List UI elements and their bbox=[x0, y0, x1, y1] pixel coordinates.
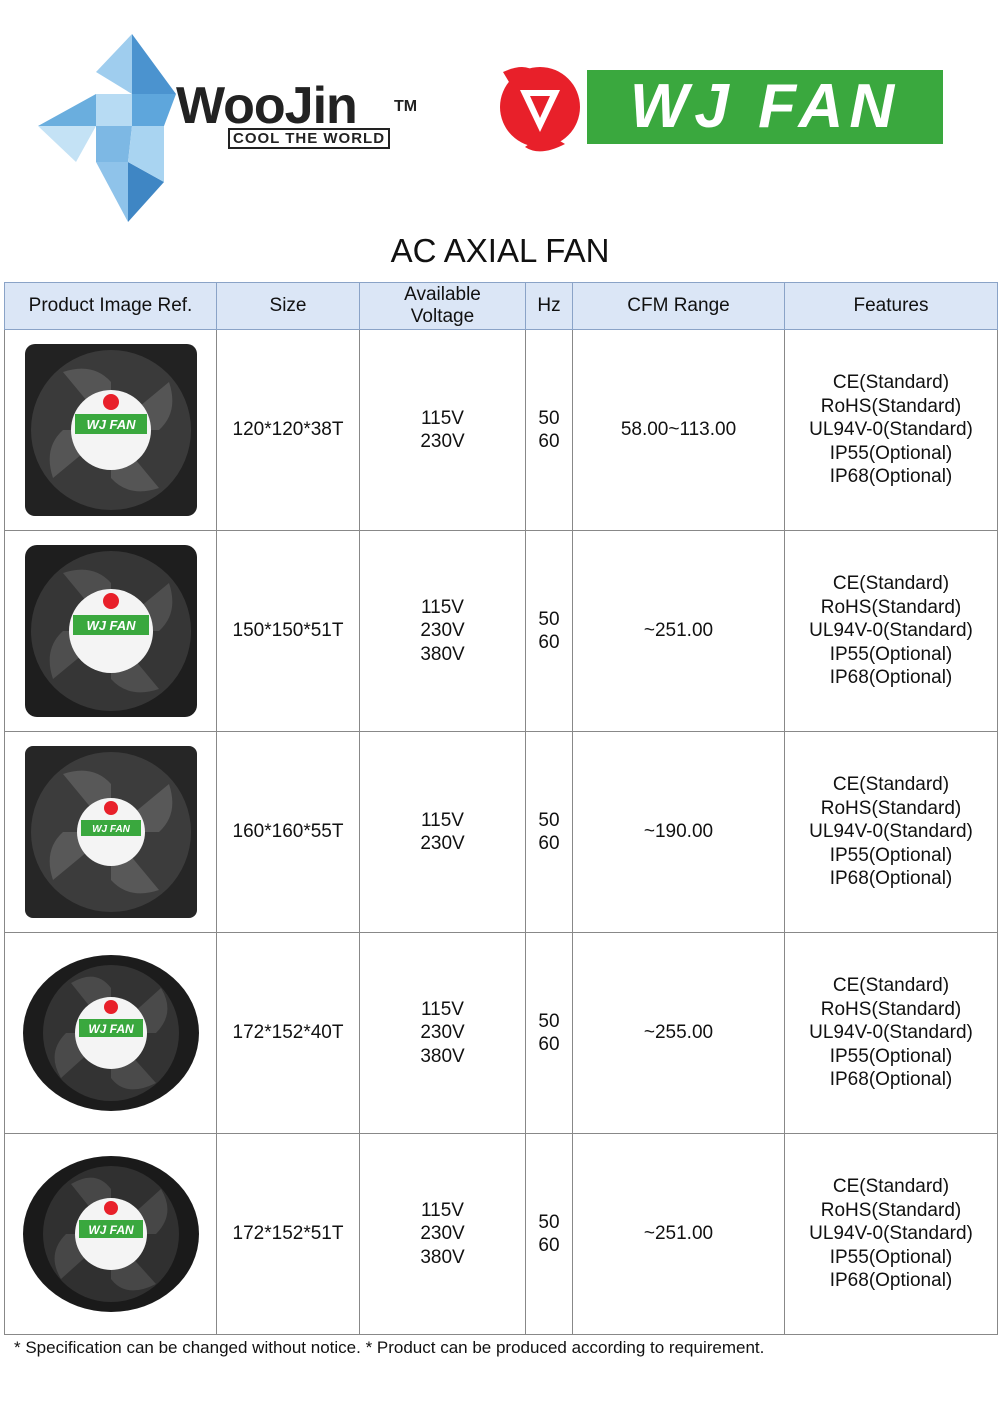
table-row bbox=[5, 330, 998, 531]
hz-cell: 50 60 bbox=[526, 933, 573, 1134]
header-cfm: CFM Range bbox=[573, 283, 785, 330]
svg-text:WJ FAN: WJ FAN bbox=[91, 824, 130, 835]
voltage-cell: 115V 230V 380V bbox=[360, 1134, 526, 1335]
spec-table bbox=[4, 282, 998, 1335]
header-features: Features bbox=[785, 283, 998, 330]
cfm-cell: ~190.00 bbox=[573, 732, 785, 933]
voltage-cell: 115V 230V bbox=[360, 732, 526, 933]
header-hz: Hz bbox=[526, 283, 573, 330]
svg-text:WJ FAN: WJ FAN bbox=[87, 1022, 134, 1036]
header-size: Size bbox=[217, 283, 360, 330]
voltage-cell: 115V 230V bbox=[360, 330, 526, 531]
size-cell: 172*152*40T bbox=[217, 933, 360, 1134]
square-fan-image bbox=[23, 744, 199, 920]
product-image-cell bbox=[5, 531, 217, 732]
size-cell: 120*120*38T bbox=[217, 330, 360, 531]
footnote: * Specification can be changed without notice. * Product can be produced according to requirement. bbox=[14, 1338, 765, 1357]
square-fan-image bbox=[23, 543, 199, 719]
woojin-tagline: COOL THE WORLD bbox=[228, 128, 390, 149]
voltage-cell: 115V 230V 380V bbox=[360, 531, 526, 732]
tm-mark: TM bbox=[394, 98, 418, 115]
hz-cell: 50 60 bbox=[526, 531, 573, 732]
wj-fan-logo bbox=[495, 62, 945, 157]
table-header-row bbox=[5, 283, 998, 330]
woojin-logo bbox=[36, 32, 418, 224]
product-image-cell bbox=[5, 933, 217, 1134]
header-image-ref: Product Image Ref. bbox=[5, 283, 217, 330]
cfm-cell: ~255.00 bbox=[573, 933, 785, 1134]
hz-cell: 50 60 bbox=[526, 732, 573, 933]
svg-text:WJ FAN: WJ FAN bbox=[85, 618, 136, 633]
cfm-cell: 58.00~113.00 bbox=[573, 330, 785, 531]
features-cell: CE(Standard) RoHS(Standard) UL94V-0(Standard) IP55(Optional) IP68(Optional) bbox=[785, 1134, 998, 1335]
fan-brand-icon bbox=[495, 62, 585, 157]
woojin-wordmark: WooJin bbox=[176, 77, 357, 135]
cfm-cell: ~251.00 bbox=[573, 1134, 785, 1335]
product-image-cell bbox=[5, 330, 217, 531]
table-row bbox=[5, 933, 998, 1134]
round-fan-image bbox=[21, 1154, 201, 1314]
wj-fan-wordmark: WJ FAN bbox=[587, 70, 943, 144]
svg-text:WJ FAN: WJ FAN bbox=[87, 1223, 134, 1237]
features-cell: CE(Standard) RoHS(Standard) UL94V-0(Standard) IP55(Optional) IP68(Optional) bbox=[785, 933, 998, 1134]
table-row bbox=[5, 531, 998, 732]
features-cell: CE(Standard) RoHS(Standard) UL94V-0(Standard) IP55(Optional) IP68(Optional) bbox=[785, 732, 998, 933]
header-voltage: Available Voltage bbox=[360, 283, 526, 330]
features-cell: CE(Standard) RoHS(Standard) UL94V-0(Standard) IP55(Optional) IP68(Optional) bbox=[785, 531, 998, 732]
voltage-cell: 115V 230V 380V bbox=[360, 933, 526, 1134]
table-row bbox=[5, 732, 998, 933]
page-title: AC AXIAL FAN bbox=[390, 232, 610, 269]
round-fan-image bbox=[21, 953, 201, 1113]
product-image-cell bbox=[5, 1134, 217, 1335]
features-cell: CE(Standard) RoHS(Standard) UL94V-0(Standard) IP55(Optional) IP68(Optional) bbox=[785, 330, 998, 531]
cfm-cell: ~251.00 bbox=[573, 531, 785, 732]
product-image-cell bbox=[5, 732, 217, 933]
svg-text:WJ FAN: WJ FAN bbox=[85, 417, 136, 432]
size-cell: 160*160*55T bbox=[217, 732, 360, 933]
hz-cell: 50 60 bbox=[526, 1134, 573, 1335]
hz-cell: 50 60 bbox=[526, 330, 573, 531]
square-fan-image bbox=[23, 342, 199, 518]
size-cell: 150*150*51T bbox=[217, 531, 360, 732]
table-row bbox=[5, 1134, 998, 1335]
size-cell: 172*152*51T bbox=[217, 1134, 360, 1335]
